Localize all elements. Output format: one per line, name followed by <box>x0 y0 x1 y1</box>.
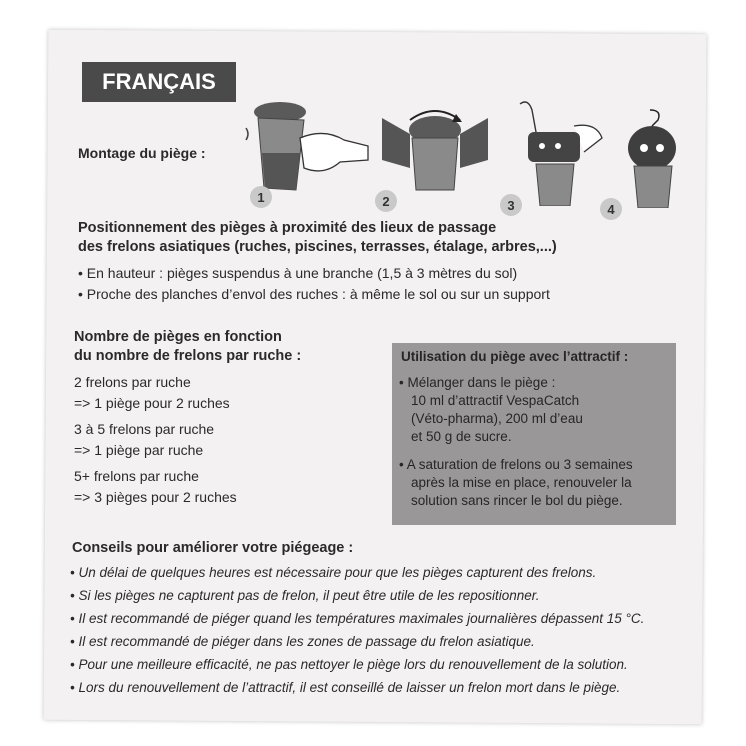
assembly-label: Montage du piège : <box>78 145 206 161</box>
count-heading-line1: Nombre de pièges en fonction <box>74 329 282 345</box>
tip-item-5: • Pour une meilleure efficacité, ne pas nettoyer le piège lors du renouvellement de la solution. <box>70 657 628 672</box>
usage-line-7: solution sans rincer le bol du piège. <box>411 493 623 508</box>
step-number-3: 3 <box>500 194 522 216</box>
usage-line-1: • Mélanger dans le piège : <box>399 375 556 390</box>
usage-line-2: 10 ml d’attractif VespaCatch <box>411 393 580 408</box>
language-header: FRANÇAIS <box>82 62 236 102</box>
tip-item-1: • Un délai de quelques heures est nécessaire pour que les pièges capturent des frelons. <box>70 565 597 580</box>
count-row-1-b: => 1 piège pour 2 ruches <box>74 395 230 411</box>
usage-line-4: et 50 g de sucre. <box>411 429 512 444</box>
count-row-3-a: 5+ frelons par ruche <box>74 468 199 484</box>
positioning-heading-line1: Positionnement des pièges à proximité des lieux de passage <box>78 220 497 236</box>
trap-lid-icon <box>380 104 490 194</box>
step-number-2: 2 <box>375 190 397 212</box>
tip-item-2: • Si les pièges ne capturent pas de frelon, il peut être utile de les repositionner. <box>70 588 540 603</box>
count-row-1-a: 2 frelons par ruche <box>74 374 191 390</box>
positioning-bullet-2: • Proche des planches d’envol des ruches : à même le sol ou sur un support <box>78 286 550 302</box>
step-number-4: 4 <box>600 198 622 220</box>
tip-item-6: • Lors du renouvellement de l’attractif, il est conseillé de laisser un frelon mort dans le piège. <box>70 680 621 695</box>
tip-item-3: • Il est recommandé de piéger quand les températures maximales journalières dépassent 15 °C. <box>70 611 645 626</box>
count-row-2-b: => 1 piège par ruche <box>74 442 204 458</box>
count-row-3-b: => 3 pièges pour 2 ruches <box>74 489 237 505</box>
step-number-1: 1 <box>250 186 272 208</box>
tips-heading: Conseils pour améliorer votre piégeage : <box>72 540 354 556</box>
usage-line-5: • A saturation de frelons ou 3 semaines <box>399 457 633 472</box>
usage-line-6: après la mise en place, renouveler la <box>411 475 632 490</box>
usage-title: Utilisation du piège avec l’attractif : <box>401 349 629 364</box>
positioning-bullet-1: • En hauteur : pièges suspendus à une branche (1,5 à 3 mètres du sol) <box>78 265 518 281</box>
usage-line-3: (Véto-pharma), 200 ml d’eau <box>411 411 583 426</box>
count-heading-line2: du nombre de frelons par ruche : <box>74 348 302 364</box>
trap-cup-icon <box>244 98 374 198</box>
count-row-2-a: 3 à 5 frelons par ruche <box>74 421 215 437</box>
tip-item-4: • Il est recommandé de piéger dans les zones de passage du frelon asiatique. <box>70 634 535 649</box>
hanging-trap-icon <box>622 108 682 208</box>
trap-handle-icon <box>514 96 604 206</box>
positioning-heading-line2: des frelons asiatiques (ruches, piscines, terrasses, étalage, arbres,...) <box>78 239 557 255</box>
